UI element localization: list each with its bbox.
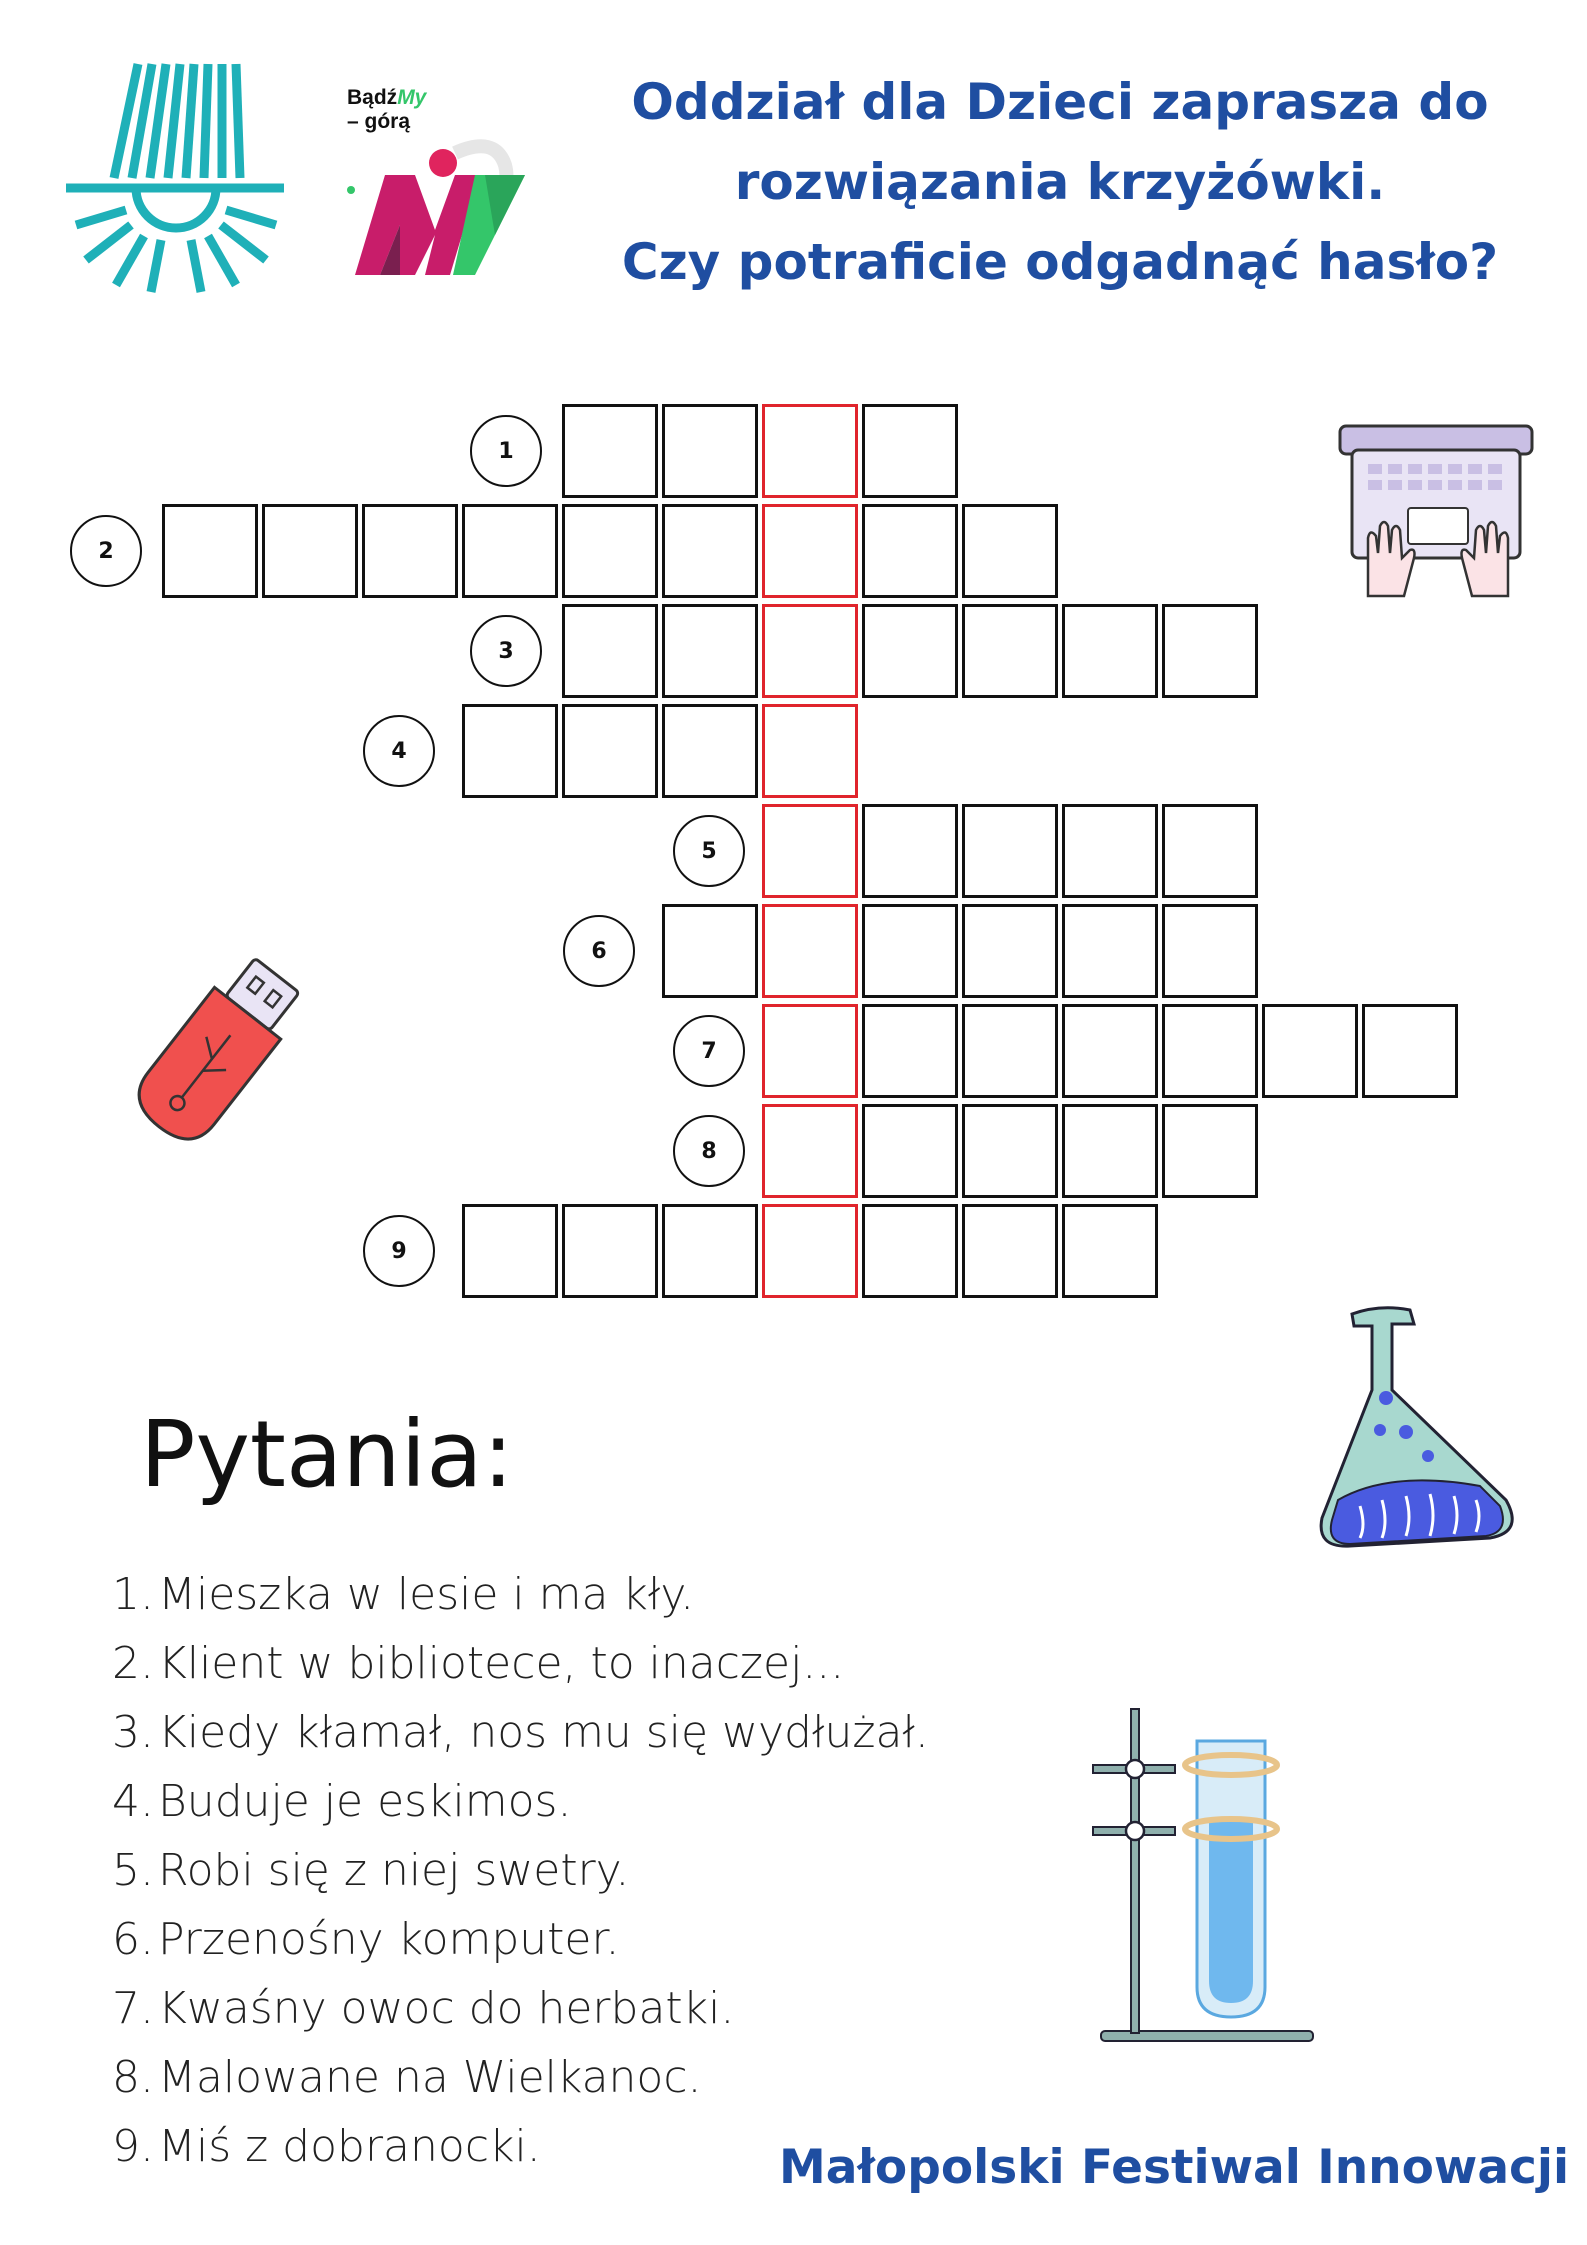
campaign-logo-line1b: My xyxy=(397,86,427,109)
crossword-cell[interactable] xyxy=(962,1104,1058,1198)
header-title xyxy=(560,62,1560,302)
crossword-cell[interactable] xyxy=(562,504,658,598)
question-number: 4. xyxy=(112,1776,154,1827)
crossword-cell[interactable] xyxy=(462,1204,558,1298)
usb-flash-drive-icon xyxy=(125,950,305,1160)
clue-number-8: 8 xyxy=(673,1115,745,1187)
question-item xyxy=(112,1905,929,1974)
header-title-line-2: rozwiązania krzyżówki. xyxy=(734,153,1386,211)
crossword-cell[interactable] xyxy=(1062,1204,1158,1298)
crossword-cell[interactable] xyxy=(662,504,758,598)
my-campaign-logo-icon xyxy=(345,135,530,285)
crossword-key-cell[interactable] xyxy=(762,1104,858,1198)
clue-number-3: 3 xyxy=(470,615,542,687)
question-text: Malowane na Wielkanoc. xyxy=(158,2052,702,2103)
crossword-cell[interactable] xyxy=(662,404,758,498)
question-item xyxy=(112,1698,929,1767)
campaign-logo-line2: – górą xyxy=(347,110,411,133)
crossword-cell[interactable] xyxy=(1162,804,1258,898)
crossword-cell[interactable] xyxy=(962,904,1058,998)
crossword-cell[interactable] xyxy=(862,904,958,998)
campaign-logo-text xyxy=(347,86,426,134)
question-text: Przenośny komputer. xyxy=(158,1914,620,1965)
questions-list xyxy=(112,1560,929,2181)
crossword-key-cell[interactable] xyxy=(762,504,858,598)
clue-number-4: 4 xyxy=(363,715,435,787)
question-number: 5. xyxy=(112,1845,154,1896)
question-text: Buduje je eskimos. xyxy=(158,1776,572,1827)
crossword-key-cell[interactable] xyxy=(762,804,858,898)
crossword-key-cell[interactable] xyxy=(762,404,858,498)
crossword-cell[interactable] xyxy=(962,604,1058,698)
question-text: Kwaśny owoc do herbatki. xyxy=(158,1983,735,2034)
question-item xyxy=(112,1974,929,2043)
clue-number-1: 1 xyxy=(470,415,542,487)
question-number: 7. xyxy=(112,1983,154,2034)
question-text: Mieszka w lesie i ma kły. xyxy=(158,1569,695,1620)
crossword-cell[interactable] xyxy=(262,504,358,598)
crossword-cell[interactable] xyxy=(1062,1004,1158,1098)
clue-number-9: 9 xyxy=(363,1215,435,1287)
clue-number-5: 5 xyxy=(673,815,745,887)
clue-number-6: 6 xyxy=(563,915,635,987)
crossword-cell[interactable] xyxy=(1062,604,1158,698)
question-item xyxy=(112,1767,929,1836)
crossword-cell[interactable] xyxy=(1162,1004,1258,1098)
crossword-cell[interactable] xyxy=(862,804,958,898)
crossword-cell[interactable] xyxy=(362,504,458,598)
crossword-cell[interactable] xyxy=(1162,604,1258,698)
crossword-cell[interactable] xyxy=(662,904,758,998)
question-number: 8. xyxy=(112,2052,154,2103)
header-title-line-3: Czy potraficie odgadnąć hasło? xyxy=(621,233,1499,291)
crossword-cell[interactable] xyxy=(1162,904,1258,998)
question-number: 3. xyxy=(112,1707,154,1758)
crossword-cell[interactable] xyxy=(562,604,658,698)
erlenmeyer-flask-icon xyxy=(1310,1300,1530,1570)
question-text: Kiedy kłamał, nos mu się wydłużał. xyxy=(158,1707,929,1758)
crossword-cell[interactable] xyxy=(862,1004,958,1098)
clue-number-2: 2 xyxy=(70,515,142,587)
question-number: 6. xyxy=(112,1914,154,1965)
crossword-cell[interactable] xyxy=(1062,904,1158,998)
crossword-cell[interactable] xyxy=(562,404,658,498)
question-number: 2. xyxy=(112,1638,154,1689)
crossword-cell[interactable] xyxy=(462,504,558,598)
crossword-cell[interactable] xyxy=(662,1204,758,1298)
crossword-key-cell[interactable] xyxy=(762,704,858,798)
question-item xyxy=(112,2043,929,2112)
crossword-cell[interactable] xyxy=(862,1204,958,1298)
crossword-cell[interactable] xyxy=(1162,1104,1258,1198)
library-sun-logo-icon xyxy=(66,60,286,295)
crossword-cell[interactable] xyxy=(962,804,1058,898)
crossword-cell[interactable] xyxy=(1262,1004,1358,1098)
crossword-cell[interactable] xyxy=(662,704,758,798)
crossword-cell[interactable] xyxy=(862,1104,958,1198)
question-text: Klient w bibliotece, to inaczej... xyxy=(158,1638,845,1689)
test-tube-stand-icon xyxy=(1085,1705,1325,2045)
footer-festival-name: Małopolski Festiwal Innowacji xyxy=(779,2140,1570,2195)
crossword-cell[interactable] xyxy=(162,504,258,598)
crossword-cell[interactable] xyxy=(562,704,658,798)
crossword-cell[interactable] xyxy=(862,604,958,698)
crossword-cell[interactable] xyxy=(962,1204,1058,1298)
crossword-cell[interactable] xyxy=(862,404,958,498)
question-item xyxy=(112,1836,929,1905)
crossword-cell[interactable] xyxy=(462,704,558,798)
question-item xyxy=(112,1629,929,1698)
crossword-cell[interactable] xyxy=(1062,1104,1158,1198)
question-text: Miś z dobranocki. xyxy=(158,2121,541,2172)
laptop-typing-icon xyxy=(1338,418,1538,618)
crossword-key-cell[interactable] xyxy=(762,1004,858,1098)
crossword-cell[interactable] xyxy=(562,1204,658,1298)
crossword-cell[interactable] xyxy=(1362,1004,1458,1098)
question-item xyxy=(112,1560,929,1629)
campaign-logo-line1a: Bądź xyxy=(347,86,398,109)
questions-heading: Pytania: xyxy=(140,1401,514,1508)
header-title-line-1: Oddział dla Dzieci zaprasza do xyxy=(631,73,1489,131)
crossword-key-cell[interactable] xyxy=(762,904,858,998)
clue-number-7: 7 xyxy=(673,1015,745,1087)
crossword-key-cell[interactable] xyxy=(762,1204,858,1298)
crossword-cell[interactable] xyxy=(1062,804,1158,898)
question-number: 1. xyxy=(112,1569,154,1620)
crossword-cell[interactable] xyxy=(962,1004,1058,1098)
crossword-cell[interactable] xyxy=(662,604,758,698)
crossword-key-cell[interactable] xyxy=(762,604,858,698)
question-text: Robi się z niej swetry. xyxy=(158,1845,630,1896)
question-number: 9. xyxy=(112,2121,154,2172)
crossword-cell[interactable] xyxy=(862,504,958,598)
crossword-cell[interactable] xyxy=(962,504,1058,598)
